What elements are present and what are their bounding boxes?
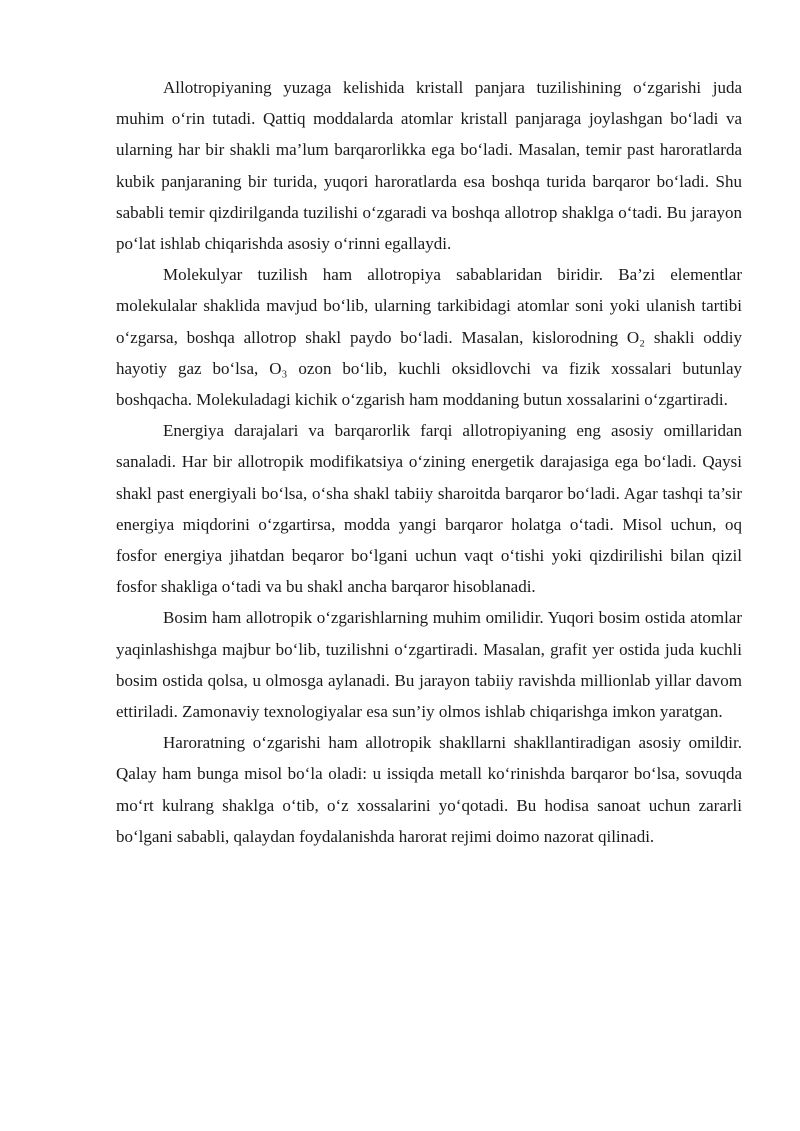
- paragraph-molecular-structure: Molekulyar tuzilish ham allotropiya sabablaridan biridir. Ba’zi elementlar molekulalar shaklida mavjud bo‘lib, ularning tarkibidagi atomlar soni yoki ulanish tartibi o‘zgarsa, boshqa allotrop shakl paydo bo‘ladi. Masalan, kislorodning O₂ shakli oddiy hayotiy gaz bo‘lsa, O₃ ozon bo‘lib, kuchli oksidlovchi va fizik xossalari butunlay boshqacha. Molekuladagi kichik o‘zgarish ham moddaning butun xossalarini o‘zgartiradi.: [116, 265, 742, 410]
- paragraph-crystal-lattice: Allotropiyaning yuzaga kelishida kristall panjara tuzilishining o‘zgarishi juda muhim o‘rin tutadi. Qattiq moddalarda atomlar kristall panjaraga joylashgan bo‘ladi va ularning har bir shakli ma’lum barqarorlikka ega bo‘ladi. Masalan, temir past haroratlarda kubik panjaraning bir turida, yuqori haroratlarda esa boshqa turida barqaror bo‘ladi. Shu sababli temir qizdirilganda tuzilishi o‘zgaradi va boshqa allotrop shaklga o‘tadi. Bu jarayon po‘lat ishlab chiqarishda asosiy o‘rinni egallaydi.: [116, 78, 742, 254]
- paragraph-pressure: Bosim ham allotropik o‘zgarishlarning muhim omilidir. Yuqori bosim ostida atomlar yaqinlashishga majbur bo‘lib, tuzilishni o‘zgartiradi. Masalan, grafit yer ostida juda kuchli bosim ostida qolsa, u olmosga aylanadi. Bu jarayon tabiiy ravishda millionlab yillar davom ettiriladi. Zamonaviy texnologiyalar esa sun’iy olmos ishlab chiqarishga imkon yaratgan.: [116, 608, 742, 722]
- document-page: [116, 72, 742, 852]
- paragraph-energy-stability: Energiya darajalari va barqarorlik farqi allotropiyaning eng asosiy omillaridan sanaladi. Har bir allotropik modifikatsiya o‘zining energetik darajasiga ega bo‘ladi. Qaysi shakl past energiyali bo‘lsa, o‘sha shakl tabiiy sharoitda barqaror bo‘ladi. Agar tashqi ta’sir energiya miqdorini o‘zgartirsa, modda yangi barqaror holatga o‘tadi. Misol uchun, oq fosfor energiya jihatdan beqaror bo‘lgani uchun vaqt o‘tishi yoki qizdirilishi bilan qizil fosfor shakliga o‘tadi va bu shakl ancha barqaror hisoblanadi.: [116, 421, 742, 597]
- paragraph-temperature: Haroratning o‘zgarishi ham allotropik shakllarni shakllantiradigan asosiy omildir. Qalay ham bunga misol bo‘la oladi: u issiqda metall ko‘rinishda barqaror bo‘lsa, sovuqda mo‘rt kulrang shaklga o‘tib, o‘z xossalarini yo‘qotadi. Bu hodisa sanoat uchun zararli bo‘lgani sababli, qalaydan foydalanishda harorat rejimi doimo nazorat qilinadi.: [116, 733, 742, 846]
